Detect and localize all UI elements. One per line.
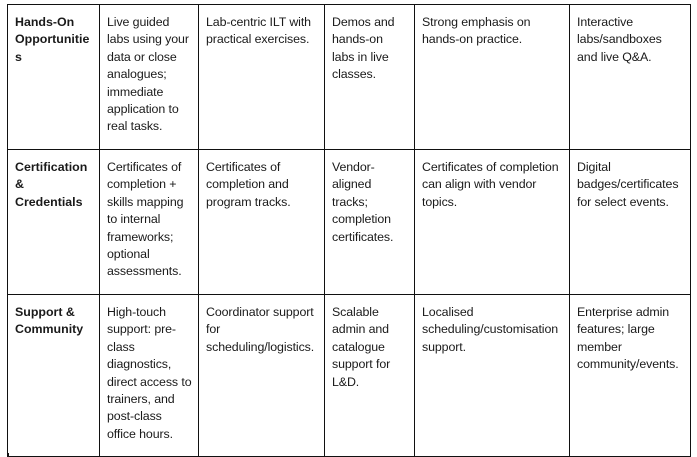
table-cell: Coordinator support for scheduling/logistics. <box>199 295 325 457</box>
table-cell: Demos and hands-on labs in live classes. <box>325 5 415 150</box>
table-cell: Enterprise admin features; large member community/events. <box>570 295 691 457</box>
table-cell: High-touch support: pre-class diagnostics, direct access to trainers, and post-class office hours. <box>100 295 199 457</box>
comparison-table <box>7 4 691 457</box>
table-cell: Certificates of completion and program tracks. <box>199 150 325 295</box>
table-row-hands-on <box>8 5 691 150</box>
table-cell: Localised scheduling/customisation support. <box>415 295 570 457</box>
row-header: Certification & Credentials <box>8 150 100 295</box>
row-header: Hands-On Opportunities <box>8 5 100 150</box>
row-header: Support & Community <box>8 295 100 457</box>
table-cell: Certificates of completion can align with vendor topics. <box>415 150 570 295</box>
table-cell: Vendor-aligned tracks; completion certificates. <box>325 150 415 295</box>
table-cell: Interactive labs/sandboxes and live Q&A. <box>570 5 691 150</box>
table-row-certification <box>8 150 691 295</box>
table-row-support <box>8 295 691 457</box>
table-cell: Live guided labs using your data or close analogues; immediate application to real tasks. <box>100 5 199 150</box>
table-cell: Scalable admin and catalogue support for L&D. <box>325 295 415 457</box>
table-cell: Certificates of completion + skills mapping to internal frameworks; optional assessments. <box>100 150 199 295</box>
table-cell: Strong emphasis on hands-on practice. <box>415 5 570 150</box>
table-cell: Lab-centric ILT with practical exercises. <box>199 5 325 150</box>
table-border-continuation <box>7 453 9 457</box>
table-cell: Digital badges/certificates for select events. <box>570 150 691 295</box>
